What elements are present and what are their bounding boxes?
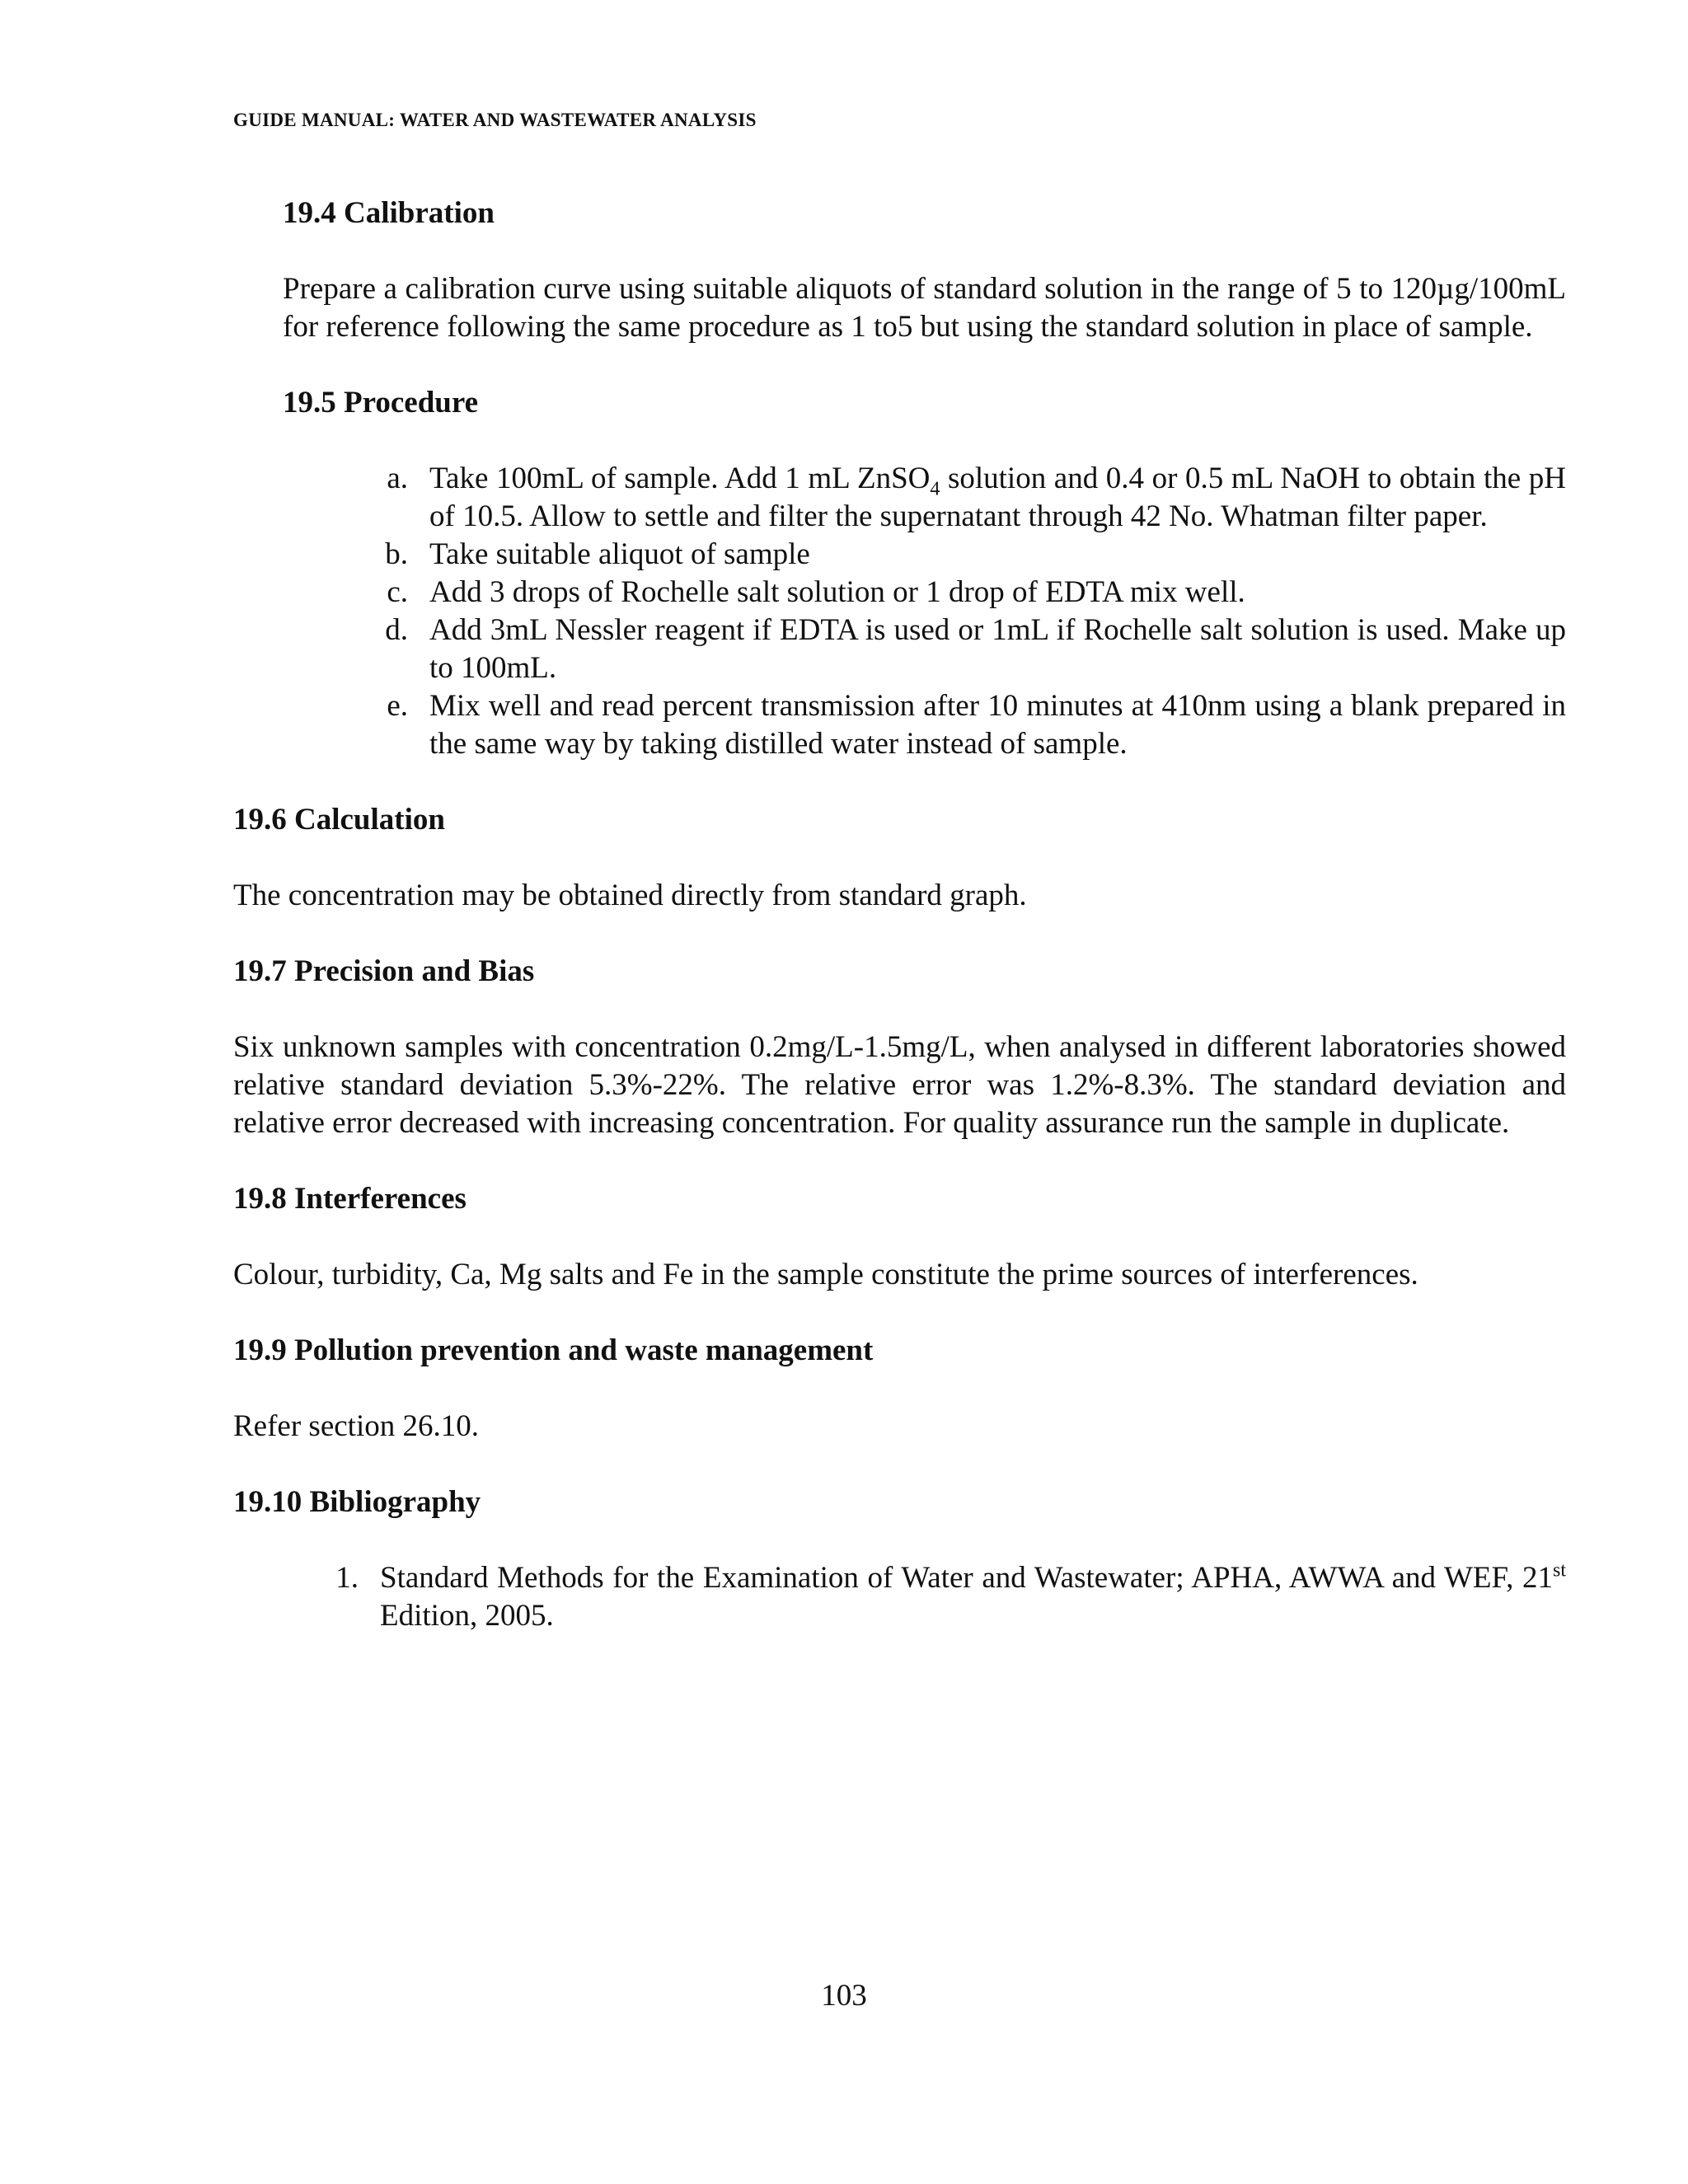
section-pollution — [233, 1332, 1566, 1446]
list-marker: a. — [387, 462, 408, 495]
step-text: Add 3 drops of Rochelle salt solution or 1 drop of EDTA mix well. — [429, 575, 1245, 609]
calibration-paragraph: Prepare a calibration curve using suitable aliquots of standard solution in the range of 5 to 120µg/100mL for reference following the same procedure as 1 to5 but using the standard solution in place of sample. — [283, 272, 1566, 344]
procedure-step — [283, 612, 1566, 687]
pollution-paragraph: Refer section 26.10. — [233, 1409, 479, 1443]
interferences-paragraph: Colour, turbidity, Ca, Mg salts and Fe in the sample constitute the prime sources of interferences. — [233, 1258, 1418, 1291]
section-calibration — [283, 194, 1566, 763]
procedure-step — [283, 536, 1566, 574]
list-marker: 1. — [335, 1561, 359, 1595]
section-bibliography — [233, 1483, 1566, 1635]
section-interferences — [233, 1180, 1566, 1294]
precision-paragraph: Six unknown samples with concentration 0.2mg/L-1.5mg/L, when analysed in different laboratories showed relative standard deviation 5.3%-22%. The relative error was 1.2%-8.3%. The standard deviation and relative error decreased with increasing concentration. For quality assurance run the sample in duplicate. — [233, 1030, 1566, 1140]
section-precision — [233, 953, 1566, 1142]
page-number: 103 — [821, 1979, 867, 2013]
list-marker: e. — [387, 689, 408, 723]
section-heading-calibration: 19.4 Calibration — [283, 196, 495, 230]
procedure-steps-list — [283, 460, 1566, 763]
section-heading-interferences: 19.8 Interferences — [233, 1182, 467, 1216]
step-text: Mix well and read percent transmission after 10 minutes at 410nm using a blank prepared in the same way by taking distilled water instead of sample. — [429, 689, 1566, 761]
section-heading-procedure: 19.5 Procedure — [283, 386, 479, 419]
list-marker: b. — [385, 537, 408, 571]
section-heading-bibliography: 19.10 Bibliography — [233, 1485, 481, 1519]
page-body — [233, 194, 1566, 1673]
list-marker: d. — [385, 613, 408, 647]
citation-text: Standard Methods for the Examination of Water and Wastewater; APHA, AWWA and WEF, 21 — [380, 1561, 1553, 1595]
citation-text-continued: Edition, 2005. — [380, 1599, 554, 1633]
section-calculation — [233, 801, 1566, 915]
section-heading-calculation: 19.6 Calculation — [233, 803, 445, 837]
running-header: GUIDE MANUAL: WATER AND WASTEWATER ANALYSIS — [233, 110, 757, 130]
procedure-step — [283, 574, 1566, 612]
superscript-st: st — [1552, 1559, 1566, 1582]
bibliography-entry — [233, 1559, 1566, 1635]
section-heading-precision: 19.7 Precision and Bias — [233, 954, 535, 988]
step-text-continued: solution and 0.4 or 0.5 mL NaOH to obtain the pH of 10.5. Allow to settle and filter the supernatant through 42 No. Whatman filter paper. — [429, 462, 1566, 533]
step-text: Add 3mL Nessler reagent if EDTA is used or 1mL if Rochelle salt solution is used. Make up to 100mL. — [429, 613, 1566, 685]
step-text: Take suitable aliquot of sample — [429, 537, 810, 571]
procedure-step — [283, 460, 1566, 536]
procedure-step — [283, 687, 1566, 763]
list-marker: c. — [387, 575, 408, 609]
calculation-paragraph: The concentration may be obtained directly from standard graph. — [233, 879, 1027, 912]
section-heading-pollution: 19.9 Pollution prevention and waste management — [233, 1333, 874, 1367]
bibliography-list — [233, 1559, 1566, 1635]
step-text: Take 100mL of sample. Add 1 mL ZnSO — [429, 462, 931, 495]
subscript-4: 4 — [930, 478, 940, 500]
